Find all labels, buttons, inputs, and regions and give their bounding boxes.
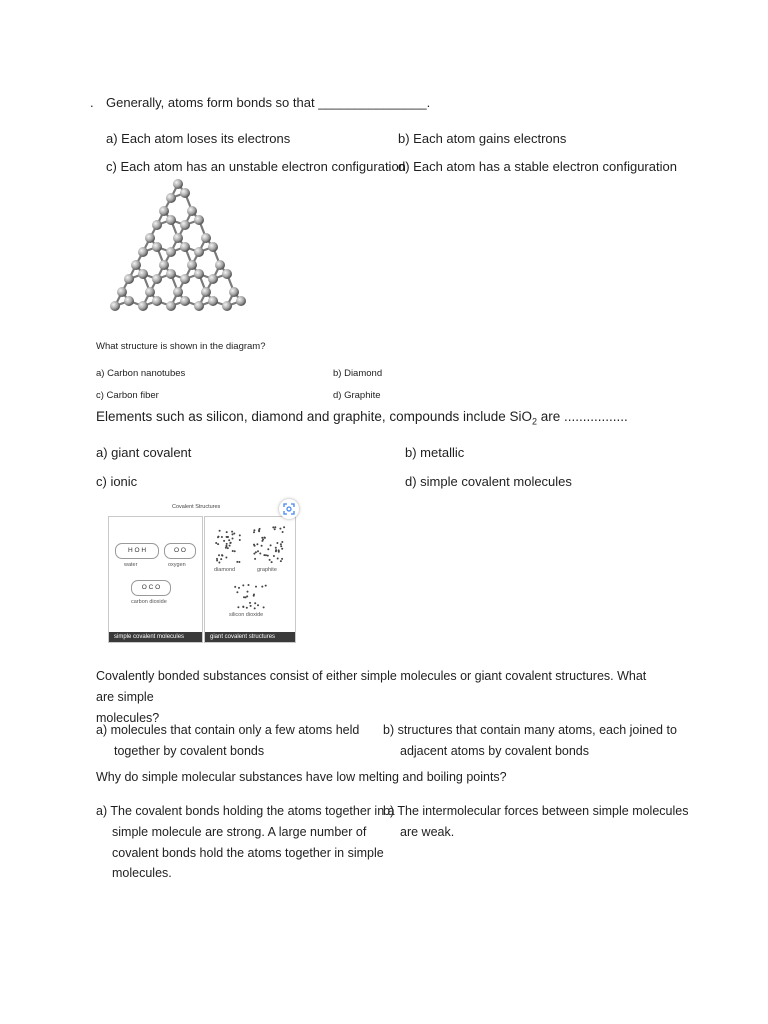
lattice-atom — [187, 206, 197, 216]
silicon-dioxide-label: silicon dioxide — [229, 612, 264, 618]
q3-option-b: b) metallic — [405, 445, 465, 460]
q5-option-a-line-2: simple molecule are strong. A large number of — [112, 825, 367, 839]
structure-dot — [253, 529, 255, 531]
structure-dot — [221, 536, 223, 538]
q5-option-a-line-4: molecules. — [112, 866, 172, 880]
lattice-atom — [152, 220, 162, 230]
graphite-label: graphite — [257, 567, 277, 573]
structure-dot — [232, 533, 234, 535]
carbon-dioxide-label: carbon dioxide — [131, 599, 167, 605]
lattice-atom — [180, 220, 190, 230]
structure-dot — [263, 606, 265, 608]
structure-dot — [271, 561, 273, 563]
structure-dot — [280, 560, 282, 562]
oxygen-label: oxygen — [168, 562, 186, 568]
lattice-atom — [236, 296, 246, 306]
q2-option-b: b) Diamond — [333, 368, 383, 379]
lattice-atom — [229, 287, 239, 297]
structure-dot — [232, 538, 234, 540]
lattice-atom — [166, 215, 176, 225]
structure-dot — [226, 536, 228, 538]
structure-dot — [259, 553, 261, 555]
structure-dot — [218, 562, 220, 564]
structure-dot — [283, 526, 285, 528]
structure-dot — [223, 540, 225, 542]
structure-dot — [225, 547, 227, 549]
q4-stem-line-2: molecules? — [96, 711, 160, 725]
q4-stem-line-1: Covalently bonded substances consist of either simple molecules or giant covalent structures. What are simple — [96, 669, 647, 704]
structure-dot — [254, 602, 256, 604]
structure-dot — [238, 587, 240, 589]
structure-dot — [280, 545, 282, 547]
structure-dot — [246, 607, 248, 609]
structure-dot — [231, 531, 233, 533]
structure-dot — [220, 558, 222, 560]
lattice-atom — [180, 188, 190, 198]
structure-dot — [230, 542, 232, 544]
structure-dot — [234, 586, 236, 588]
structure-dot — [238, 561, 240, 563]
water-label: water — [124, 562, 138, 568]
lattice-atom — [159, 260, 169, 270]
lattice-atom — [194, 269, 204, 279]
diamond-structure-icon — [213, 527, 243, 565]
structure-dot — [225, 545, 227, 547]
lattice-atom — [138, 269, 148, 279]
lattice-atom — [180, 296, 190, 306]
structure-dot — [264, 537, 266, 539]
structure-dot — [226, 543, 228, 545]
q3-stem-subscript: 2 — [532, 416, 538, 427]
structure-dot — [258, 530, 260, 532]
structure-dot — [282, 531, 284, 533]
structure-dot — [219, 530, 221, 532]
q2-option-d: d) Graphite — [333, 390, 381, 401]
structure-dot — [273, 555, 275, 557]
lattice-atom — [208, 296, 218, 306]
lattice-atom — [173, 287, 183, 297]
q2-option-a: a) Carbon nanotubes — [96, 368, 186, 379]
silicon-dioxide-structure-icon — [233, 583, 269, 611]
structure-dot — [281, 541, 283, 543]
lattice-atom — [110, 301, 120, 311]
lattice-atom — [166, 301, 176, 311]
visual-search-button[interactable] — [279, 499, 299, 519]
graphite-structure-icon — [249, 525, 287, 565]
structure-dot — [221, 554, 223, 556]
structure-dot — [281, 548, 283, 550]
q4-option-a-line-1: a) molecules that contain only a few atoms held — [96, 723, 360, 737]
structure-dot — [272, 526, 274, 528]
structure-dot — [274, 526, 276, 528]
question-number: . — [90, 95, 94, 110]
structure-dot — [267, 548, 269, 550]
lattice-atom — [152, 242, 162, 252]
water-molecule: H O H — [115, 543, 159, 559]
lens-icon — [279, 499, 299, 519]
lattice-atom — [194, 301, 204, 311]
structure-dot — [276, 542, 278, 544]
lattice-atom — [173, 179, 183, 189]
lattice-atom — [180, 242, 190, 252]
structure-dot — [257, 604, 259, 606]
structure-dot — [227, 547, 229, 549]
structure-dot — [275, 550, 277, 552]
structure-dot — [228, 539, 230, 541]
structure-dot — [245, 596, 247, 598]
lattice-atom — [222, 269, 232, 279]
lattice-atom — [159, 206, 169, 216]
structure-dot — [265, 585, 267, 587]
lattice-atom — [194, 215, 204, 225]
carbon-dioxide-molecule: O C O — [131, 580, 171, 596]
oxygen-molecule: O O — [164, 543, 196, 559]
diamond-label: diamond — [214, 567, 236, 573]
lattice-atom — [180, 274, 190, 284]
lattice-atom — [117, 287, 127, 297]
structure-dot — [218, 554, 220, 556]
structure-dot — [249, 602, 251, 604]
structure-dot — [239, 534, 241, 536]
q3-option-c: c) ionic — [96, 474, 138, 489]
question-5-stem: Why do simple molecular substances have low melting and boiling points? — [96, 770, 507, 784]
simple-molecules-panel — [108, 516, 203, 643]
lattice-atom — [208, 242, 218, 252]
structure-dot — [275, 547, 277, 549]
structure-dot — [247, 591, 249, 593]
lattice-atom — [166, 247, 176, 257]
lattice-atom — [138, 247, 148, 257]
lattice-atom — [222, 301, 232, 311]
structure-dot — [217, 543, 219, 545]
structure-dot — [254, 607, 256, 609]
simple-covalent-caption: simple covalent molecules — [109, 632, 202, 642]
structure-dot — [280, 543, 282, 545]
lattice-atom — [166, 269, 176, 279]
lattice-atom — [201, 287, 211, 297]
structure-dot — [248, 584, 250, 586]
lattice-atom — [131, 260, 141, 270]
structure-dot — [237, 606, 239, 608]
diamond-lattice-diagram — [108, 172, 268, 317]
q1-option-c: c) Each atom has an unstable electron configuration — [106, 159, 406, 174]
lattice-atom — [138, 301, 148, 311]
structure-dot — [265, 554, 267, 556]
question-2-stem: What structure is shown in the diagram? — [96, 341, 266, 352]
structure-dot — [257, 550, 259, 552]
structure-dot — [254, 545, 256, 547]
structure-dot — [250, 605, 252, 607]
lattice-atom — [124, 274, 134, 284]
structure-dot — [261, 537, 263, 539]
q3-stem-prefix: Elements such as silicon, diamond and graphite, compounds include SiO — [96, 409, 532, 424]
q3-option-a: a) giant covalent — [96, 445, 192, 460]
lattice-atom — [215, 260, 225, 270]
q5-option-a-line-3: covalent bonds hold the atoms together in simple — [112, 846, 384, 860]
structure-dot — [242, 584, 244, 586]
figure-title: Covalent Structures — [172, 504, 221, 510]
structure-dot — [233, 533, 235, 535]
question-1-stem: Generally, atoms form bonds so that _______________. — [106, 95, 431, 110]
q5-option-b-line-2: are weak. — [400, 825, 455, 839]
lattice-atom — [208, 274, 218, 284]
lattice-atom — [173, 233, 183, 243]
structure-dot — [255, 586, 257, 588]
structure-dot — [236, 561, 238, 563]
structure-dot — [239, 539, 241, 541]
lattice-atom — [124, 296, 134, 306]
q3-option-d: d) simple covalent molecules — [405, 474, 572, 489]
structure-dot — [225, 557, 227, 559]
structure-dot — [279, 528, 281, 530]
lattice-atom — [194, 247, 204, 257]
q3-stem-suffix: are ................. — [537, 409, 628, 424]
question-3-stem — [96, 409, 628, 427]
structure-dot — [277, 558, 279, 560]
giant-covalent-caption: giant covalent structures — [205, 632, 295, 642]
structure-dot — [234, 550, 236, 552]
structure-dot — [253, 531, 255, 533]
structure-dot — [255, 551, 257, 553]
lattice-atom — [152, 274, 162, 284]
structure-dot — [262, 539, 264, 541]
structure-dot — [254, 558, 256, 560]
lattice-atom — [152, 296, 162, 306]
structure-dot — [261, 586, 263, 588]
structure-dot — [218, 536, 220, 538]
giant-structures-panel — [204, 516, 296, 643]
q1-option-a: a) Each atom loses its electrons — [106, 131, 291, 146]
q4-option-a-line-2: together by covalent bonds — [114, 744, 265, 758]
structure-dot — [281, 558, 283, 560]
structure-dot — [232, 550, 234, 552]
q1-option-d: d) Each atom has a stable electron configuration — [398, 159, 677, 174]
structure-dot — [267, 555, 269, 557]
structure-dot — [278, 549, 280, 551]
lattice-atom — [201, 233, 211, 243]
lattice-atom — [145, 233, 155, 243]
structure-dot — [274, 528, 276, 530]
structure-dot — [270, 544, 272, 546]
q1-option-b: b) Each atom gains electrons — [398, 131, 567, 146]
structure-dot — [261, 545, 263, 547]
structure-dot — [253, 594, 255, 596]
q5-option-a-line-1: a) The covalent bonds holding the atoms together in a — [96, 804, 395, 818]
lattice-atom — [166, 193, 176, 203]
lattice-atom — [145, 287, 155, 297]
structure-dot — [229, 545, 231, 547]
q4-option-b-line-1: b) structures that contain many atoms, each joined to — [383, 723, 677, 737]
q4-option-b-line-2: adjacent atoms by covalent bonds — [400, 744, 590, 758]
structure-dot — [236, 591, 238, 593]
structure-dot — [215, 542, 217, 544]
structure-dot — [269, 559, 271, 561]
structure-dot — [256, 543, 258, 545]
lattice-atom — [187, 260, 197, 270]
structure-dot — [216, 560, 218, 562]
structure-dot — [242, 606, 244, 608]
question-4-stem — [96, 666, 666, 729]
structure-dot — [226, 531, 228, 533]
q2-option-c: c) Carbon fiber — [96, 390, 159, 401]
q5-option-b-line-1: b) The intermolecular forces between simple molecules — [383, 804, 689, 818]
